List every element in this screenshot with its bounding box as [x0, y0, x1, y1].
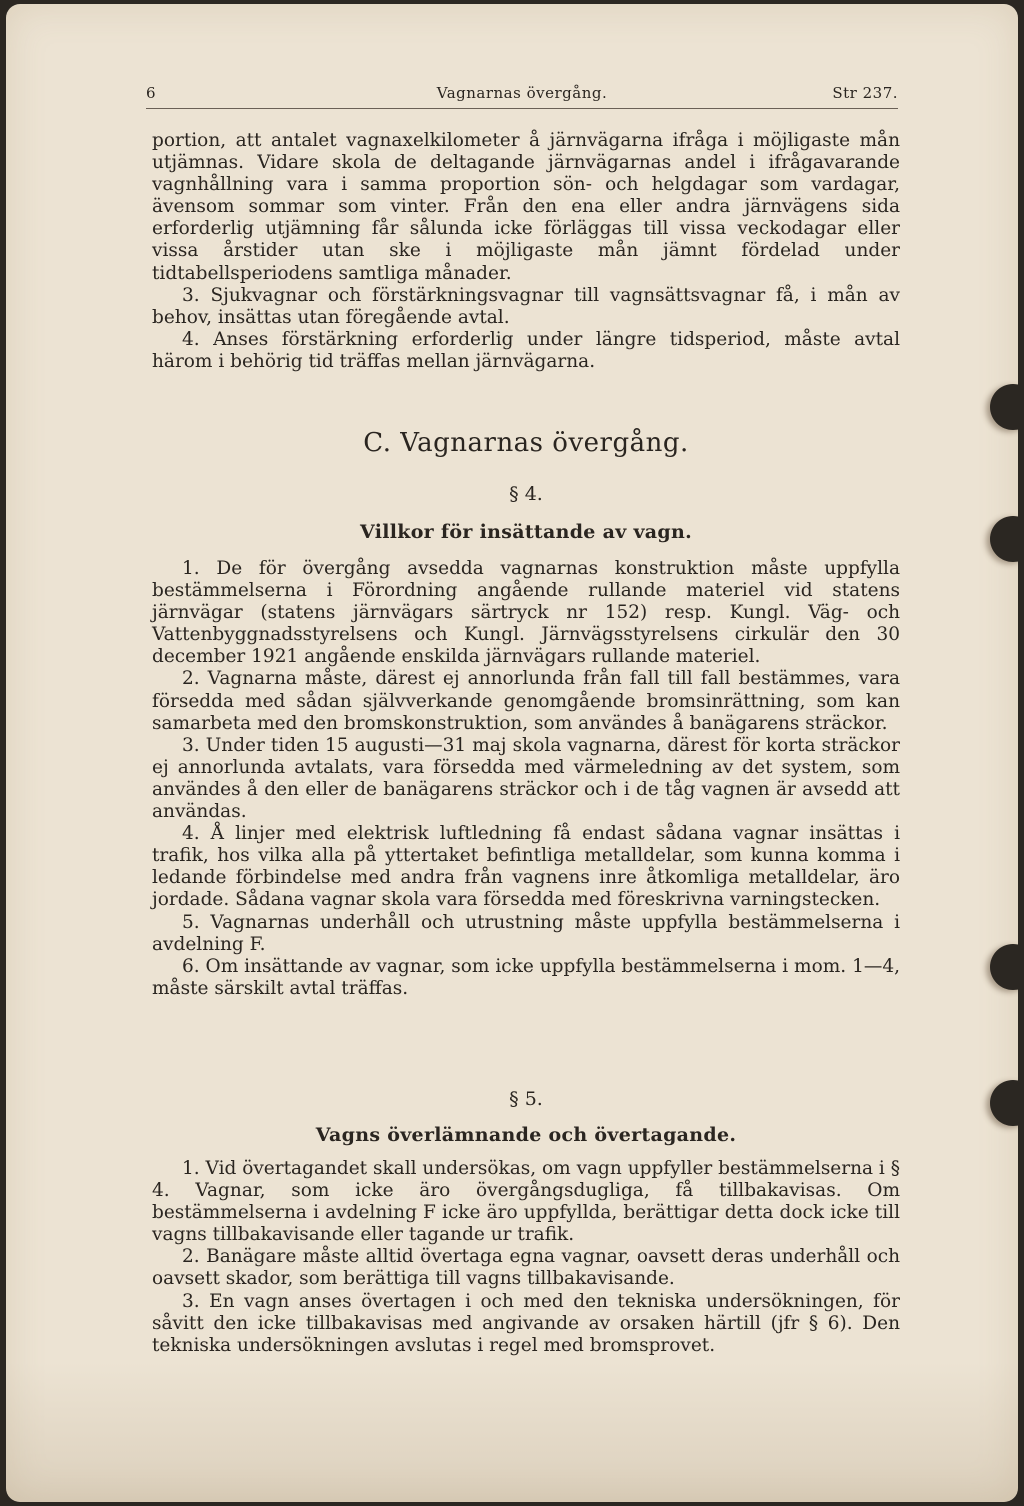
punch-hole: [990, 1080, 1018, 1126]
paragraph-sign: § 4.: [509, 483, 543, 505]
punch-hole: [990, 516, 1018, 562]
paragraph: 4. Anses förstärkning erforderlig under längre tidsperiod, måste avtal härom i behörig tid träffas mellan järnvägarna.: [152, 328, 900, 372]
punch-hole: [990, 944, 1018, 990]
list-item: 3. En vagn anses övertagen i och med den tekniska undersökningen, för såvitt den icke tillbakavisas med angivande av orsaken härtill (jfr § 6). Den tekniska undersökningen avslutas i regel med bromsprovet.: [152, 1290, 900, 1356]
page-number: 6: [146, 84, 157, 102]
list-item: 2. Vagnarna måste, därest ej annorlunda från fall till fall bestämmes, vara försedda med sådan självverkande genomgående bromsinrättning, som kan samarbeta med den bromskonstruktion, som användes å banägarens sträckor.: [152, 668, 900, 734]
section-5-text: [152, 1158, 900, 1357]
list-item: 4. Å linjer med elektrisk luftledning få endast sådana vagnar insättas i trafik, hos vilka alla på yttertaket befintliga metalldelar, som kunna komma i ledande förbindelse med andra från vagnens inre åtkomliga metalldelar, äro jordade. Sådana vagnar skola vara försedda med föreskrivna varningstecken.: [152, 823, 900, 911]
paragraph: portion, att antalet vagnaxelkilometer å järnvägarna ifråga i möjligaste mån utjämnas. Vidare skola de deltagande järnvägarnas andel i ifrågavarande vagnhållning vara i samma proportion sön- och helgdagar som vardagar, ävensom sommar som vinter. Från den ena eller andra järnvägens sida erforderlig utjämning får sålunda icke förläggas till vissa veckodagar eller vissa årstider utan ske i möjligaste mån jämnt fördelad under tidtabellsperiodens samtliga månader.: [152, 130, 900, 284]
section-heading: C. Vagnarnas övergång.: [363, 428, 689, 458]
section-4-text: [152, 558, 900, 1000]
list-item: 5. Vagnarnas underhåll och utrustning måste uppfylla bestämmelserna i avdelning F.: [152, 911, 900, 955]
paper-stain: [6, 1362, 1018, 1502]
list-item: 2. Banägare måste alltid övertaga egna vagnar, oavsett deras underhåll och oavsett skador, som berättiga till vagns tillbakavisande.: [152, 1246, 900, 1290]
intro-text: [152, 130, 900, 373]
document-reference: Str 237.: [832, 84, 898, 102]
subsection-heading: Vagns överlämnande och övertagande.: [315, 1124, 737, 1146]
list-item: 6. Om insättande av vagnar, som icke uppfylla bestämmelserna i mom. 1—4, måste särskilt avtal träffas.: [152, 955, 900, 999]
list-item: 1. De för övergång avsedda vagnarnas konstruktion måste uppfylla bestämmelserna i Förordning angående rullande materiel vid statens järnvägar (statens järnvägars särtryck nr 152) resp. Kungl. Väg- och Vattenbyggnadsstyrelsens och Kungl. Järnvägsstyrelsens cirkulär den 30 december 1921 angående enskilda järnvägars rullande materiel.: [152, 558, 900, 668]
paragraph-sign: § 5.: [509, 1088, 543, 1110]
running-title: Vagnarnas övergång.: [436, 84, 608, 102]
subsection-heading: Villkor för insättande av vagn.: [359, 521, 693, 543]
punch-hole: [990, 384, 1018, 430]
list-item: 1. Vid övertagandet skall undersökas, om vagn uppfyller bestämmelserna i § 4. Vagnar, som icke äro övergångsdugliga, få tillbakavisas. Om bestämmelserna i avdelning F icke äro uppfyllda, berättigar detta dock icke till vagns tillbakavisande eller tagande ur trafik.: [152, 1158, 900, 1246]
paragraph: 3. Sjukvagnar och förstärkningsvagnar till vagnsättsvagnar få, i mån av behov, insättas utan föregående avtal.: [152, 284, 900, 328]
list-item: 3. Under tiden 15 augusti—31 maj skola vagnarna, därest för korta sträckor ej annorlunda avtalats, vara försedda med värmeledning av det system, som användes å den eller de banägarens sträckor och i de tåg vagnen är avsedd att användas.: [152, 734, 900, 823]
running-header: [146, 84, 898, 109]
document-page: [6, 4, 1018, 1502]
